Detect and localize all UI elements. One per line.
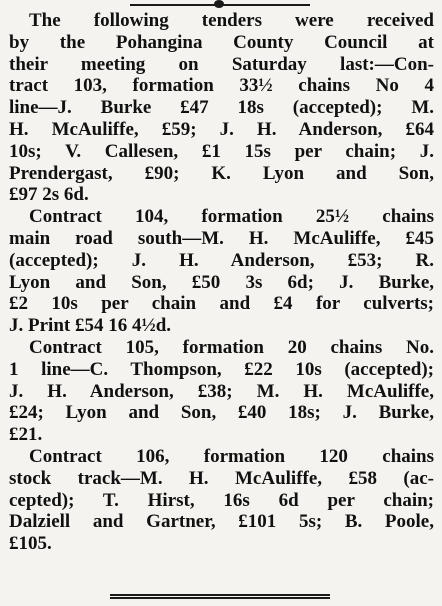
text-line: 10s; V. Callesen, £1 15s per chain; J. (9, 140, 434, 162)
text-line: by the Pohangina County Council at (9, 31, 434, 53)
text-line: £97 2s 6d. (9, 184, 89, 206)
text-line: Dalziell and Gartner, £101 5s; B. Poole, (9, 511, 434, 533)
text-line: 1 line—C. Thompson, £22 10s (accepted); (9, 358, 434, 380)
text-line: J. H. Anderson, £38; M. H. McAuliffe, (9, 380, 434, 402)
text-line: Contract 106, formation 120 chains (29, 445, 434, 467)
text-line: cepted); T. Hirst, 16s 6d per chain; (9, 489, 434, 511)
text-line: £2 10s per chain and £4 for culverts; (9, 293, 434, 315)
text-line: H. McAuliffe, £59; J. H. Anderson, £64 (9, 118, 434, 140)
text-line: Prendergast, £90; K. Lyon and Son, (9, 162, 434, 184)
text-line: £105. (9, 533, 52, 555)
text-line: stock track—M. H. McAuliffe, £58 (ac- (9, 467, 434, 489)
text-line: tract 103, formation 33½ chains No 4 (9, 75, 434, 97)
text-line: The following tenders were received (29, 10, 434, 31)
text-line: their meeting on Saturday last:—Con- (9, 53, 434, 75)
paragraph-contract-103 (9, 10, 434, 206)
text-line: J. Print £54 16 4½d. (9, 315, 172, 337)
paragraph-contract-105 (9, 337, 434, 446)
text-line: (accepted); J. H. Anderson, £53; R. (9, 249, 434, 271)
tenders-article (9, 10, 434, 555)
text-line: £21. (9, 424, 43, 446)
paragraph-contract-104 (9, 206, 434, 337)
text-line: Lyon and Son, £50 3s 6d; J. Burke, (9, 271, 434, 293)
text-line: £24; Lyon and Son, £40 18s; J. Burke, (9, 402, 434, 424)
text-line: Contract 104, formation 25½ chains (29, 206, 434, 228)
paragraph-contract-106 (9, 446, 434, 555)
top-divider-ornament (214, 0, 224, 8)
text-line: Contract 105, formation 20 chains No. (29, 336, 434, 358)
text-line: main road south—M. H. McAuliffe, £45 (9, 227, 434, 249)
text-line: line—J. Burke £47 18s (accepted); M. (9, 97, 434, 119)
bottom-divider-rule (110, 594, 330, 599)
